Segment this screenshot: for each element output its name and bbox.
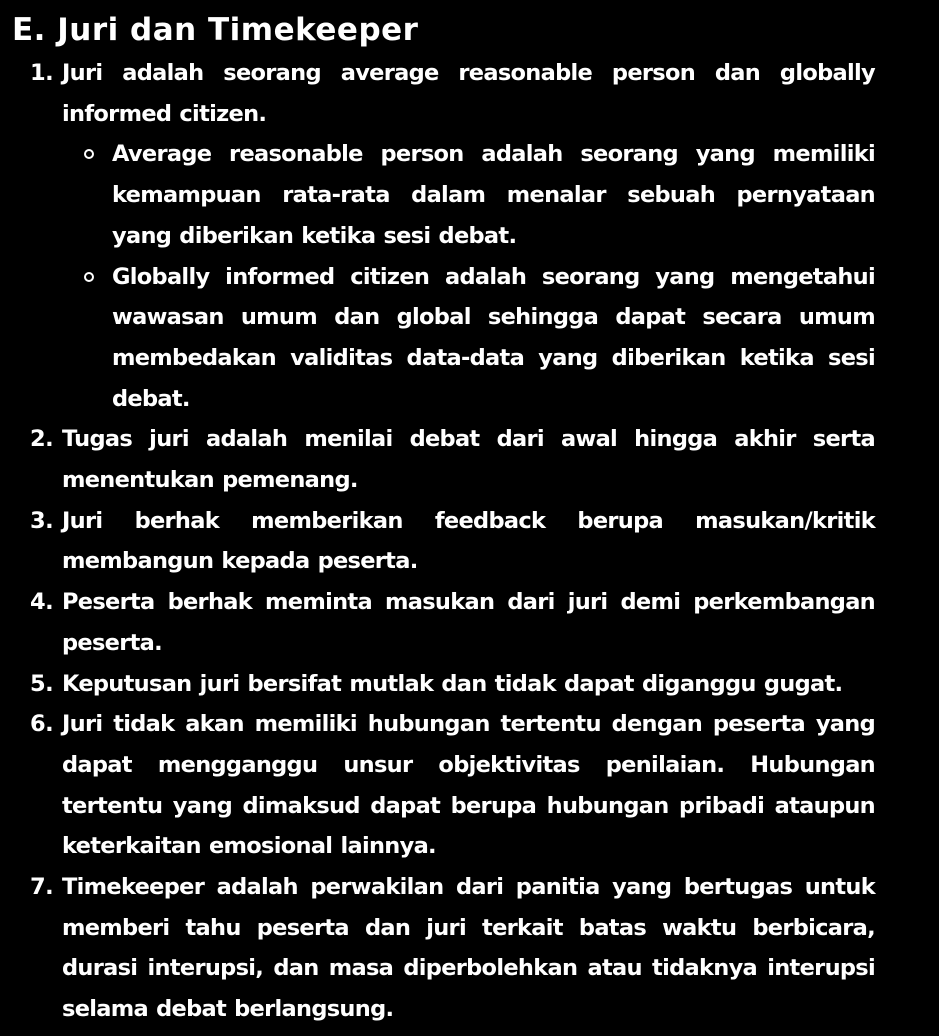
sub-item-text: Average reasonable person adalah seorang yang memiliki kemampuan rata-rata dalam menalar sebuah pernyataan yang diberikan ketika sesi debat. bbox=[112, 141, 875, 249]
section-heading: E. Juri dan Timekeeper bbox=[12, 12, 419, 48]
item-text: Juri berhak memberikan feedback berupa masukan/kritik membangun kepada peserta. bbox=[62, 507, 875, 575]
item-text: Juri tidak akan memiliki hubungan tertentu dengan peserta yang dapat mengganggu unsur objektivitas penilaian. Hubungan tertentu yang dimaksud dapat berupa hubungan pribadi ataupun keterkaitan emosional lainnya. bbox=[62, 711, 875, 860]
rules-list bbox=[0, 53, 939, 1030]
list-item bbox=[0, 582, 875, 663]
item-text: Tugas juri adalah menilai debat dari awal hingga akhir serta menentukan pemenang. bbox=[62, 426, 875, 494]
hollow-bullet-icon bbox=[84, 272, 94, 282]
hollow-bullet-icon bbox=[84, 149, 94, 159]
item-number: 7. bbox=[30, 874, 54, 901]
sub-list-item bbox=[62, 134, 875, 256]
list-item bbox=[0, 664, 875, 705]
item-number: 6. bbox=[30, 711, 54, 738]
list-item bbox=[0, 704, 875, 867]
item-text: Timekeeper adalah perwakilan dari panitia yang bertugas untuk memberi tahu peserta dan juri terkait batas waktu berbicara, durasi interupsi, dan masa diperbolehkan atau tidaknya interupsi selama debat berlangsung. bbox=[62, 874, 875, 1023]
item-number: 2. bbox=[30, 426, 54, 453]
list-item bbox=[0, 419, 875, 500]
item-text: Keputusan juri bersifat mutlak dan tidak dapat diganggu gugat. bbox=[62, 670, 843, 697]
item-text: Juri adalah seorang average reasonable person dan globally informed citizen. bbox=[62, 60, 875, 127]
sub-list bbox=[62, 134, 875, 419]
item-number: 4. bbox=[30, 589, 54, 616]
list-item bbox=[0, 53, 875, 419]
sub-list-item bbox=[62, 257, 875, 420]
sub-item-text: Globally informed citizen adalah seorang yang mengetahui wawasan umum dan global sehingga dapat secara umum membedakan validitas data-data yang diberikan ketika sesi debat. bbox=[112, 263, 875, 412]
item-number: 5. bbox=[30, 670, 54, 697]
item-number: 3. bbox=[30, 507, 54, 534]
list-item bbox=[0, 501, 875, 582]
item-number: 1. bbox=[30, 60, 54, 86]
list-item bbox=[0, 867, 875, 1030]
item-text: Peserta berhak meminta masukan dari juri demi perkembangan peserta. bbox=[62, 589, 875, 656]
